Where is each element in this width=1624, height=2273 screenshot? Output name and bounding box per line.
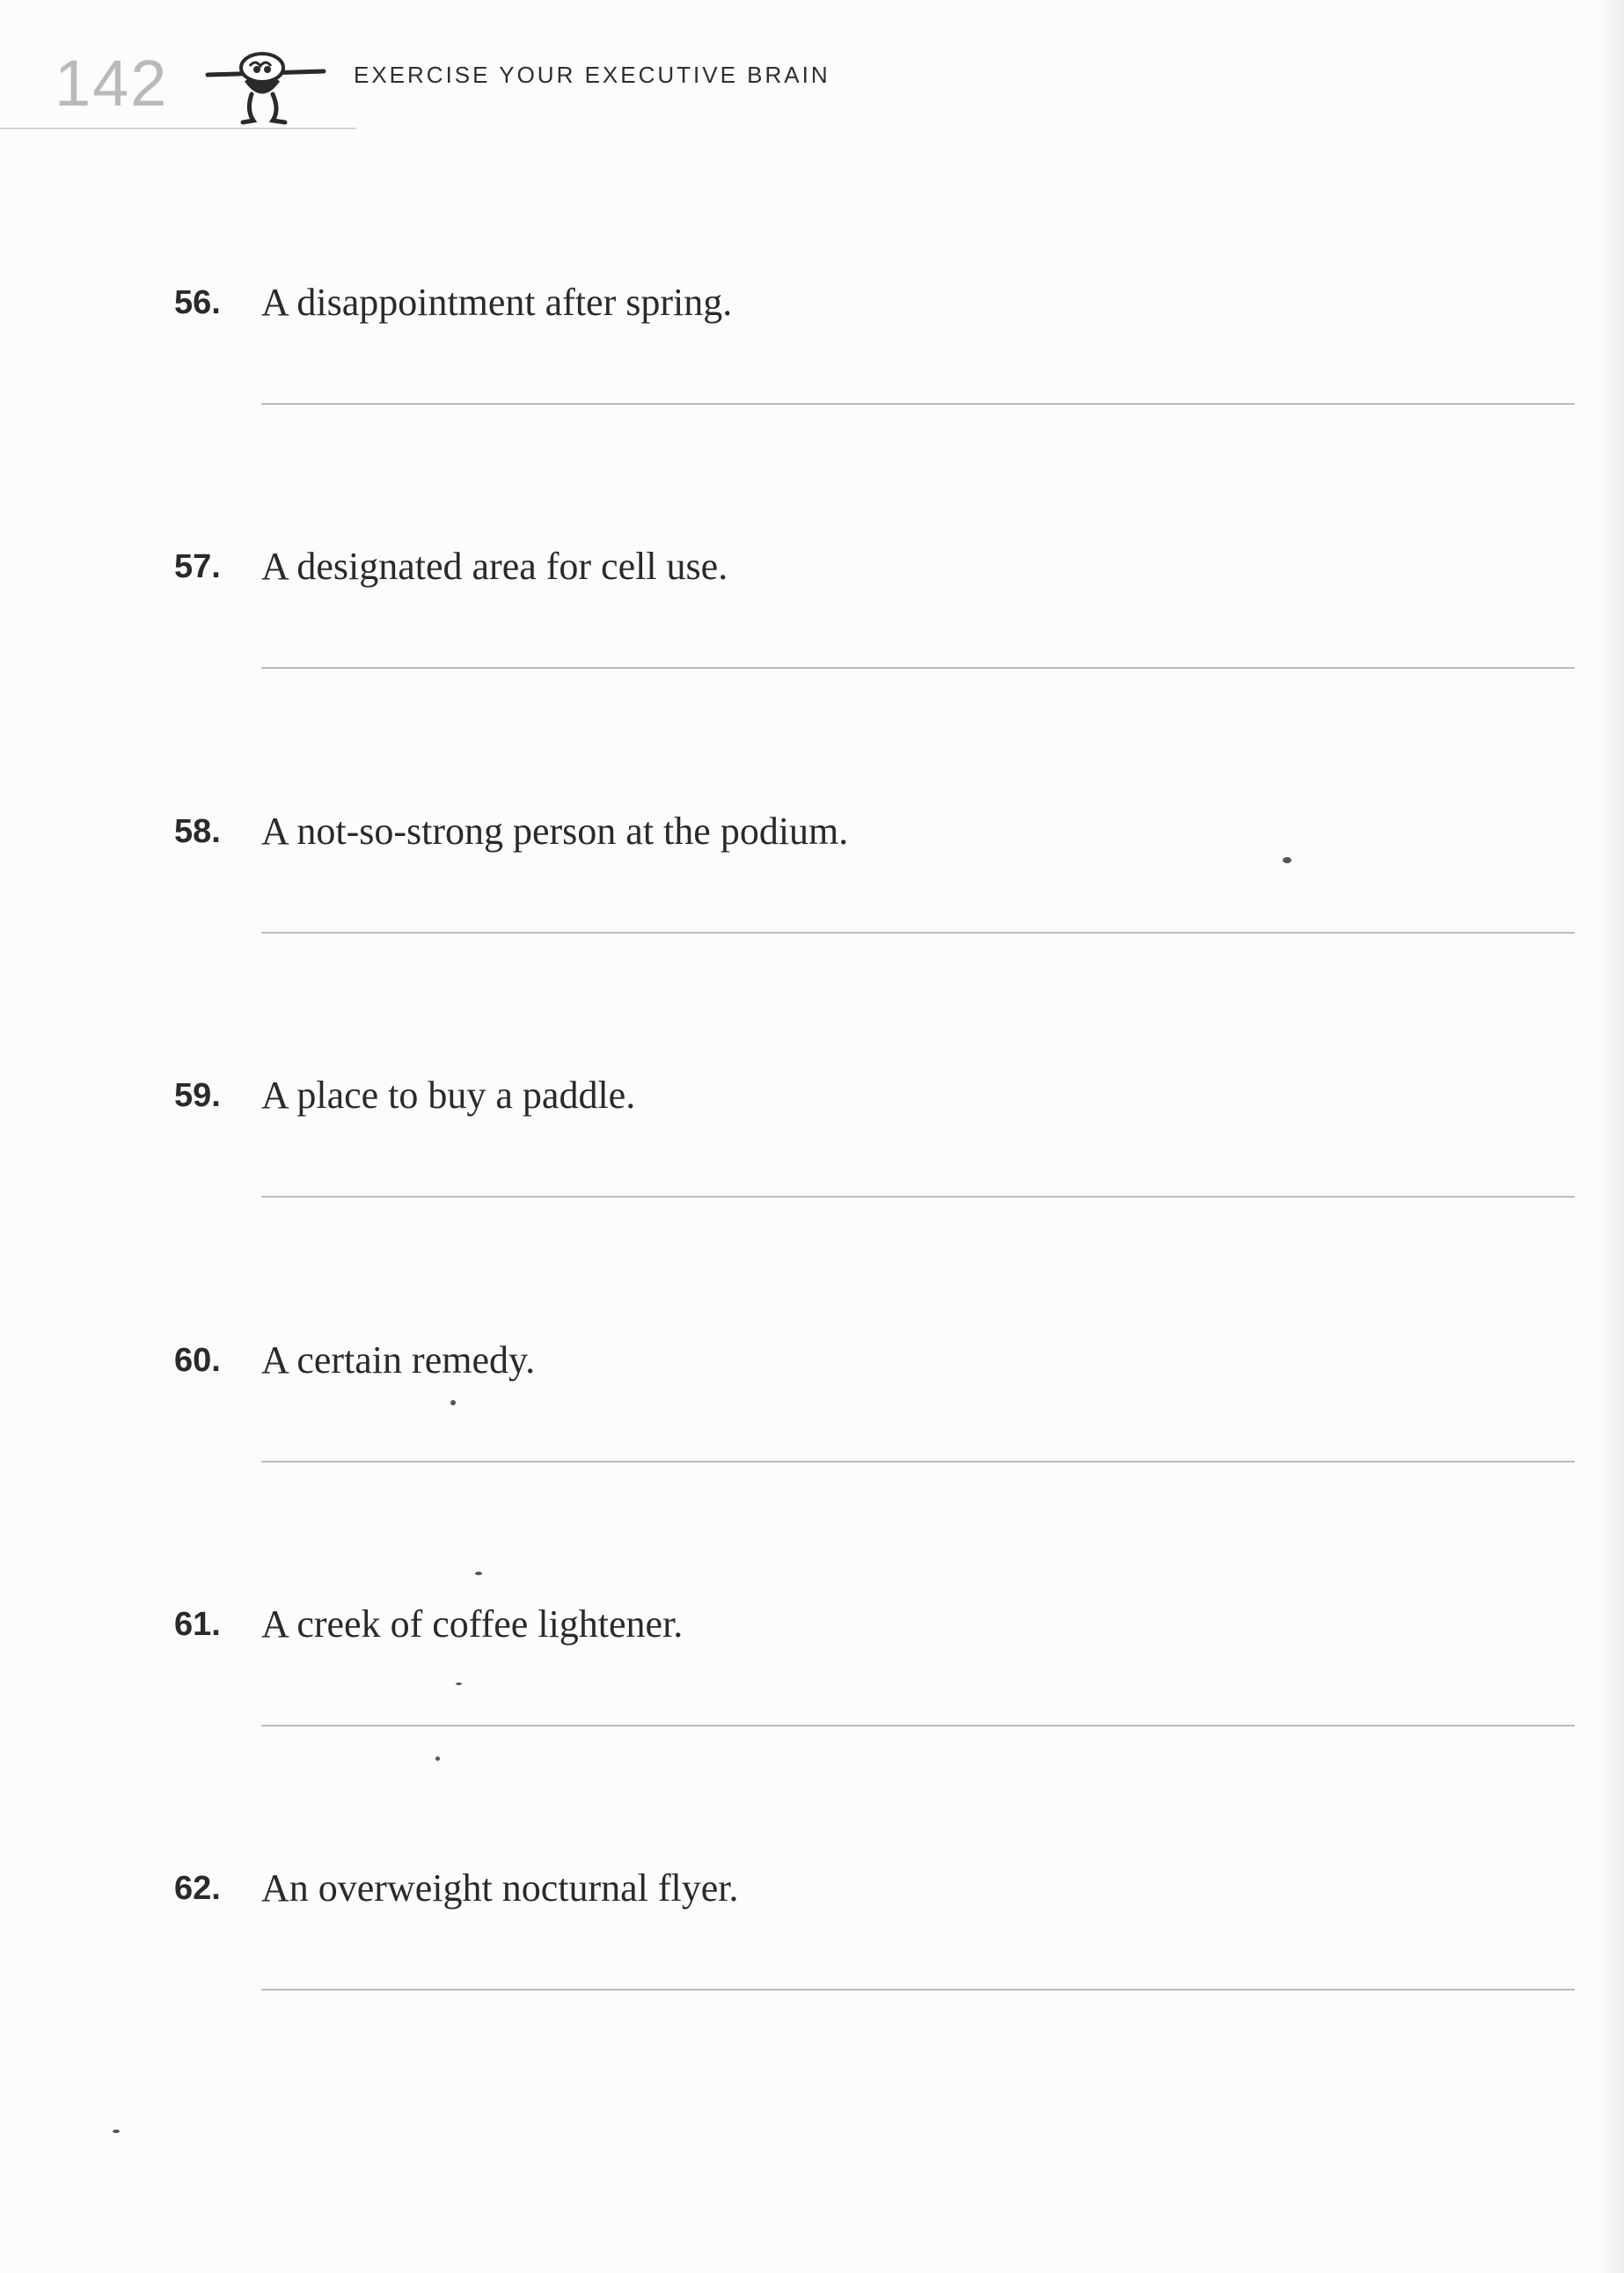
- brain-character-icon: [204, 48, 327, 129]
- item-number: 56.: [174, 284, 221, 321]
- answer-line: [261, 1725, 1575, 1727]
- item-clue: A disappointment after spring.: [261, 281, 733, 324]
- exercise-item-61: [0, 1602, 1624, 1778]
- exercise-item-56: [0, 280, 1624, 456]
- item-number: 57.: [174, 548, 221, 585]
- scan-speck: [456, 1683, 462, 1685]
- answer-line: [261, 932, 1575, 934]
- exercise-item-57: [0, 544, 1624, 720]
- exercise-item-59: [0, 1073, 1624, 1249]
- answer-line: [261, 667, 1575, 669]
- item-number: 59.: [174, 1077, 221, 1114]
- scan-speck: [450, 1400, 456, 1405]
- item-clue: An overweight nocturnal flyer.: [261, 1866, 739, 1910]
- scan-speck: [435, 1756, 440, 1761]
- item-clue: A certain remedy.: [261, 1338, 536, 1382]
- item-clue: A not-so-strong person at the podium.: [261, 810, 849, 853]
- item-number: 61.: [174, 1606, 221, 1643]
- running-head: EXERCISE YOUR EXECUTIVE BRAIN: [354, 62, 830, 88]
- exercise-item-60: [0, 1338, 1624, 1514]
- item-number: 60.: [174, 1342, 221, 1379]
- exercise-item-58: [0, 809, 1624, 985]
- scan-speck: [1283, 857, 1291, 863]
- item-clue: A creek of coffee lightener.: [261, 1602, 684, 1646]
- item-number: 58.: [174, 813, 221, 850]
- scan-speck: [113, 2130, 120, 2133]
- answer-line: [261, 1989, 1575, 1991]
- item-clue: A designated area for cell use.: [261, 545, 728, 588]
- item-clue: A place to buy a paddle.: [261, 1074, 636, 1117]
- page-number: 142: [55, 47, 169, 120]
- answer-line: [261, 1196, 1575, 1198]
- item-number: 62.: [174, 1870, 221, 1907]
- answer-line: [261, 1461, 1575, 1463]
- exercise-item-62: [0, 1866, 1624, 2042]
- answer-line: [261, 403, 1575, 405]
- scan-speck: [475, 1572, 482, 1575]
